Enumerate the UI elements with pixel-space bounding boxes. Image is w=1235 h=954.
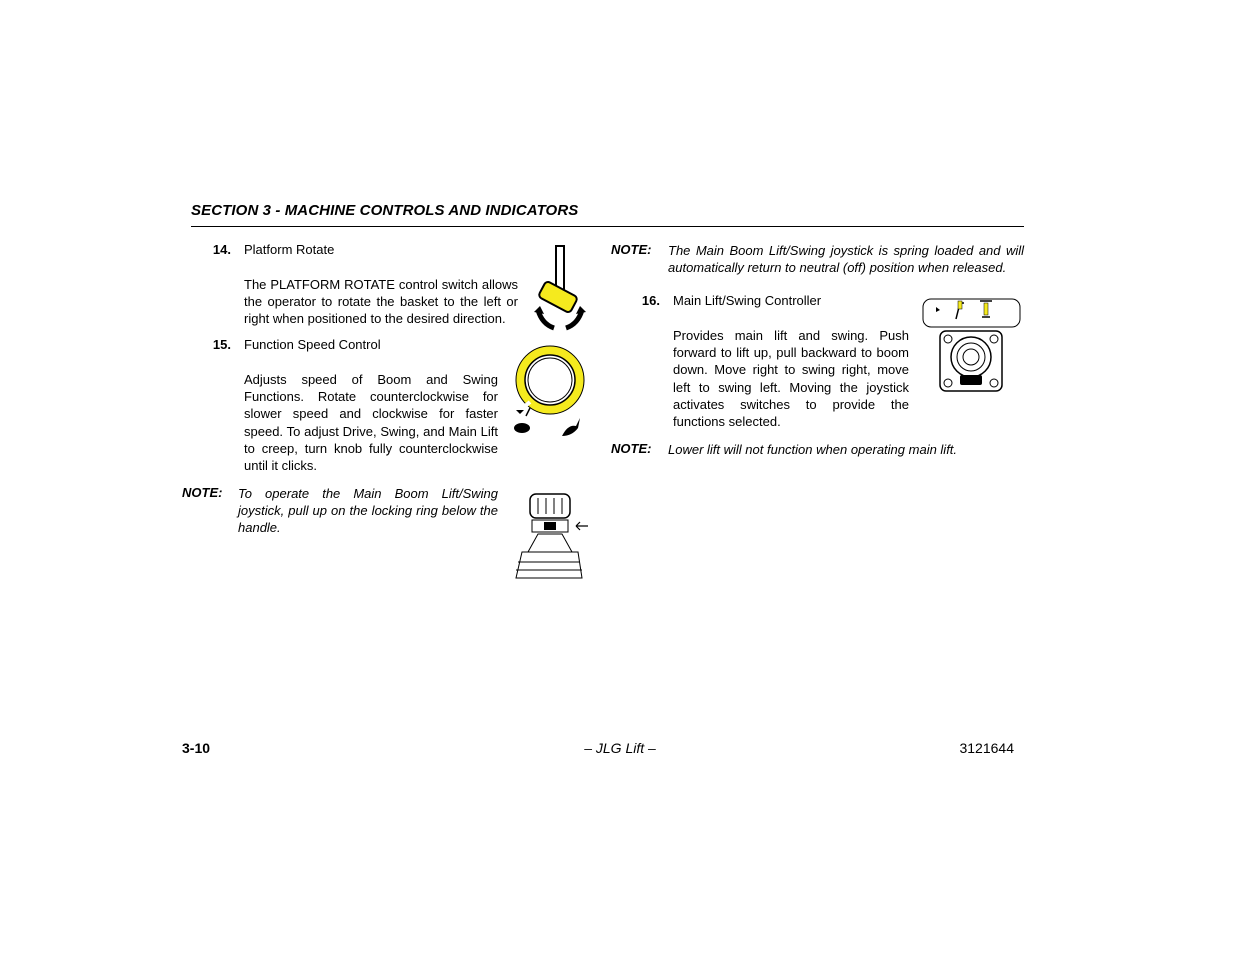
note-2-label: NOTE: (611, 242, 652, 257)
item-15-title: Function Speed Control (244, 337, 381, 352)
note-3-label: NOTE: (611, 441, 652, 456)
note-3-text: Lower lift will not function when operating main lift. (668, 442, 958, 457)
item-14-title: Platform Rotate (244, 242, 335, 257)
item-15-body: Adjusts speed of Boom and Swing Functions. Rotate counterclockwise for slower speed and clockwise for faster speed. To adjust Drive, Swing, and Main Lift to creep, turn knob fully counterclockwise until it clicks. (244, 372, 498, 474)
item-16-number: 16. (641, 293, 660, 308)
note-1-text: To operate the Main Boom Lift/Swing joystick, pull up on the locking ring below the handle. (238, 486, 498, 536)
speed-control-knob-icon (510, 340, 592, 440)
header-rule (191, 226, 1024, 227)
section-title: SECTION 3 - MACHINE CONTROLS AND INDICATORS (191, 202, 579, 219)
item-14-body: The PLATFORM ROTATE control switch allows the operator to rotate the basket to the left or right when positioned to the desired direction. (244, 277, 518, 327)
document-number: 3121644 (959, 740, 1014, 756)
footer-brand: – JLG Lift – (584, 740, 656, 756)
platform-rotate-switch-icon (530, 244, 590, 334)
item-15-number: 15. (212, 337, 231, 352)
item-16-title: Main Lift/Swing Controller (673, 293, 822, 308)
item-14-number: 14. (212, 242, 231, 257)
joystick-locking-ring-icon (510, 492, 592, 584)
item-16-body: Provides main lift and swing. Push forward to lift up, pull backward to boom down. Move right to swing right, move left to swing left. Moving the joystick activates switches to provide the functions selected. (673, 328, 909, 430)
page-number: 3-10 (182, 740, 211, 756)
note-1-label: NOTE: (182, 485, 223, 500)
main-lift-swing-controller-icon (922, 297, 1022, 397)
note-2-text: The Main Boom Lift/Swing joystick is spring loaded and will automatically return to neutral (off) position when released. (668, 243, 1024, 276)
